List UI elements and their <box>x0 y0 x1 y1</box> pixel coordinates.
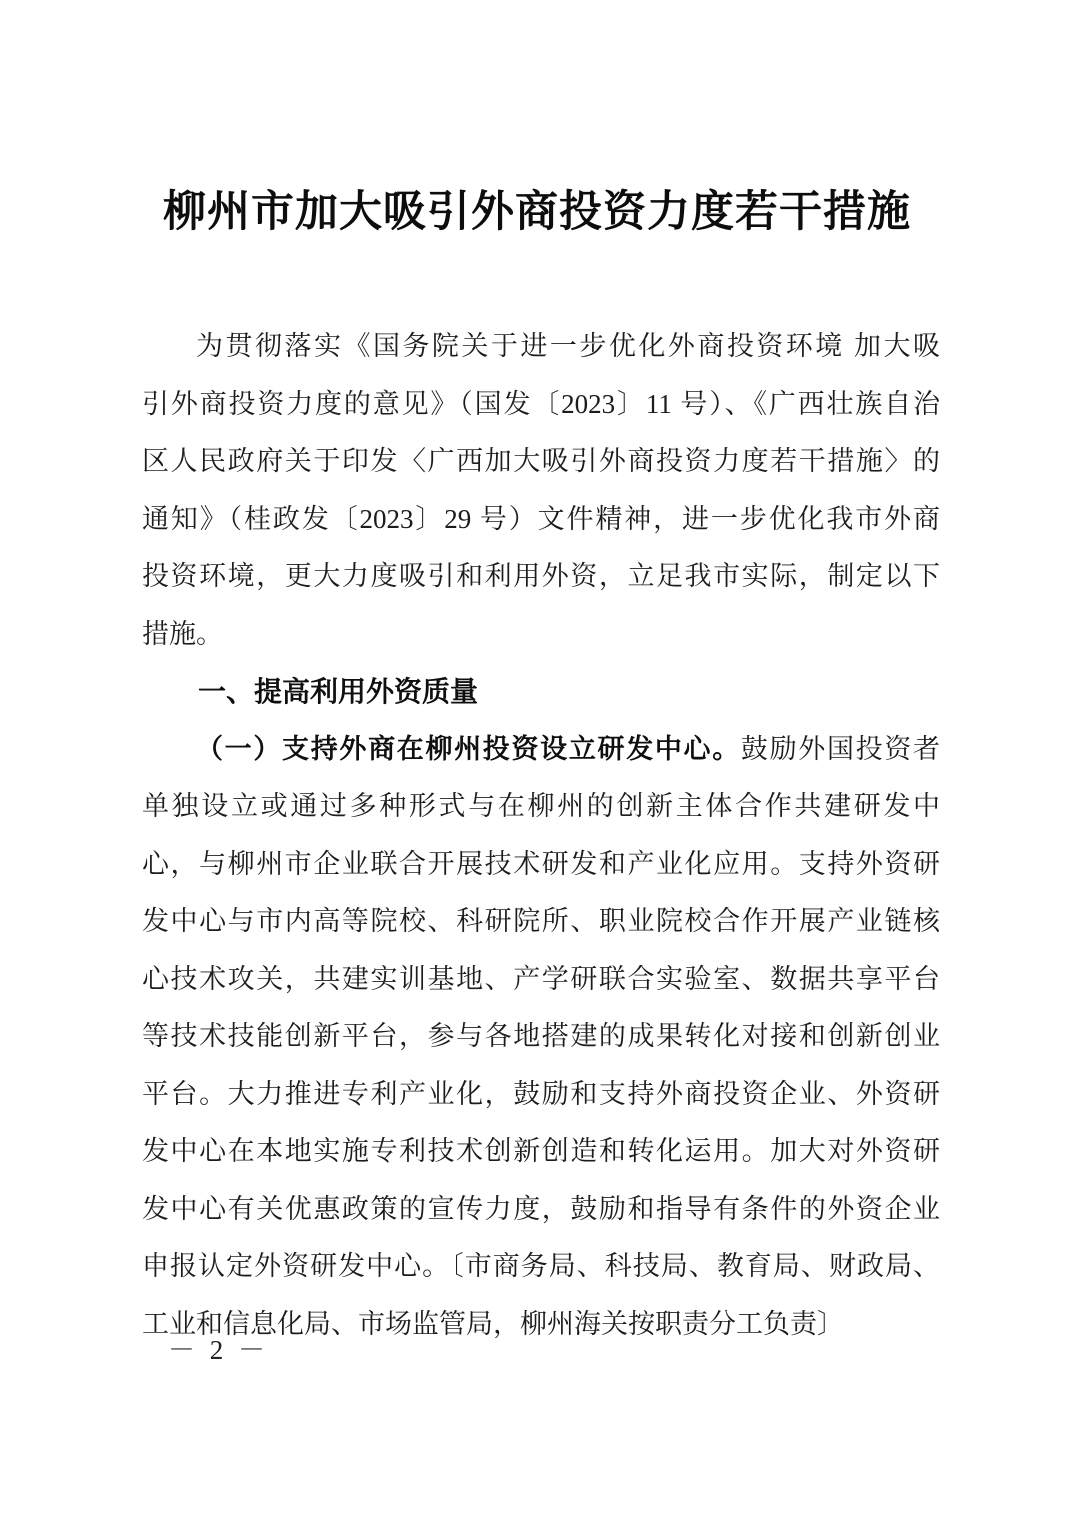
item-one-line-10: 申报认定外资研发中心。〔市商务局、科技局、教育局、财政局、 <box>142 1251 940 1281</box>
document-body <box>142 318 940 1353</box>
intro-line-5: 投资环境，更大力度吸引和利用外资，立足我市实际，制定以下 <box>142 561 940 591</box>
item-one-line-11: 工业和信息化局、市场监管局，柳州海关按职责分工负责〕 <box>142 1308 844 1339</box>
page-number: － 2 － <box>168 1335 269 1365</box>
item-one-line-8: 发中心在本地实施专利技术创新创造和转化运用。加大对外资研 <box>142 1136 940 1166</box>
item-one-line-9: 发中心有关优惠政策的宣传力度，鼓励和指导有条件的外资企业 <box>142 1193 940 1224</box>
intro-line-2: 引外商投资力度的意见》（国发〔2023〕11 号）、《广西壮族自治 <box>142 388 940 419</box>
item-one-lead: （一）支持外商在柳州投资设立研发中心。 <box>196 733 741 764</box>
item-one-line-1 <box>142 721 940 779</box>
item-one-line-6: 等技术技能创新平台，参与各地搭建的成果转化对接和创新创业 <box>142 1021 940 1051</box>
item-one-lead-rest: 鼓励外国投资者 <box>740 733 940 764</box>
document-title: 柳州市加大吸引外商投资力度若干措施 <box>163 189 911 236</box>
item-one-line-3: 心，与柳州市企业联合开展技术研发和产业化应用。支持外资研 <box>142 848 940 879</box>
intro-line-4: 通知》（桂政发〔2023〕29 号）文件精神，进一步优化我市外商 <box>142 503 940 534</box>
item-one-line-5: 心技术攻关，共建实训基地、产学研联合实验室、数据共享平台 <box>142 963 940 994</box>
item-one-line-4: 发中心与市内高等院校、科研院所、职业院校合作开展产业链核 <box>142 906 940 936</box>
section-one-heading: 一、提高利用外资质量 <box>198 676 479 707</box>
intro-line-6: 措施。 <box>142 618 223 649</box>
item-one-line-2: 单独设立或通过多种形式与在柳州的创新主体合作共建研发中 <box>142 791 940 821</box>
item-one-line-7: 平台。大力推进专利产业化，鼓励和支持外商投资企业、外资研 <box>142 1078 940 1109</box>
intro-line-1: 为贯彻落实《国务院关于进一步优化外商投资环境 加大吸 <box>196 331 940 361</box>
intro-line-3: 区人民政府关于印发〈广西加大吸引外商投资力度若干措施〉的 <box>142 446 940 476</box>
